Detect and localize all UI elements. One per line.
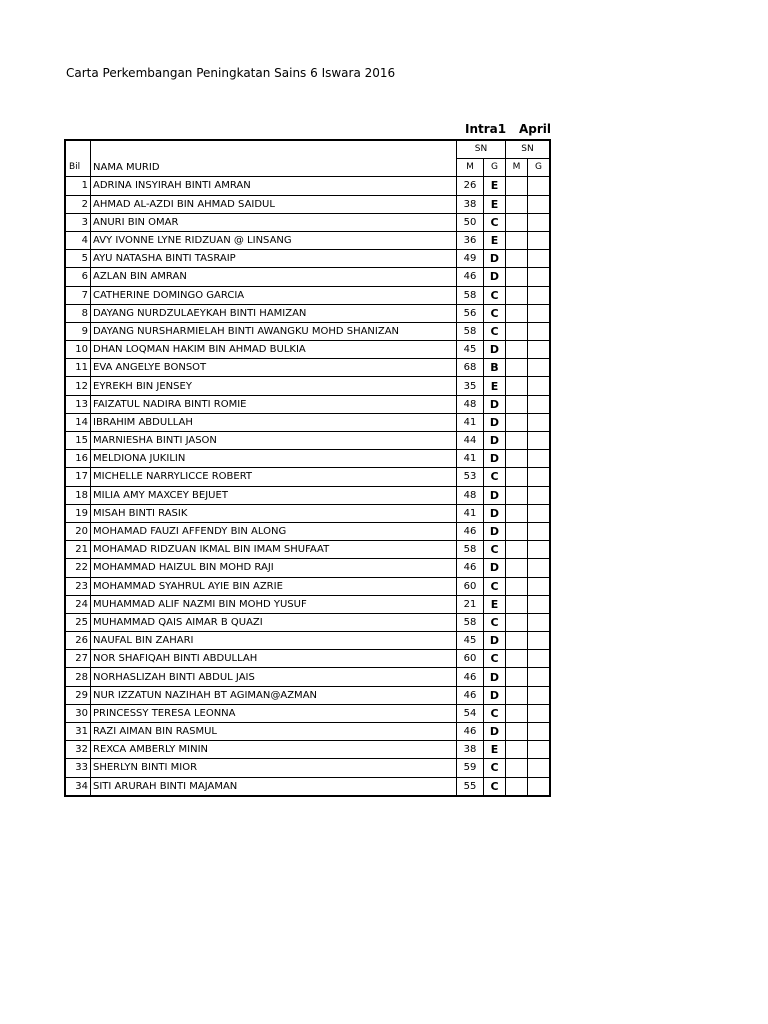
april-grade: [528, 541, 551, 559]
intra-mark: 58: [457, 286, 484, 304]
intra-mark: 36: [457, 231, 484, 249]
april-mark: [506, 541, 528, 559]
student-name: MOHAMMAD SYAHRUL AYIE BIN AZRIE: [91, 577, 457, 595]
april-mark: [506, 304, 528, 322]
april-grade: [528, 559, 551, 577]
april-mark: [506, 632, 528, 650]
student-name: ANURI BIN OMAR: [91, 213, 457, 231]
april-mark: [506, 286, 528, 304]
april-mark: [506, 704, 528, 722]
intra-mark: 38: [457, 741, 484, 759]
student-name: MOHAMMAD HAIZUL BIN MOHD RAJI: [91, 559, 457, 577]
student-name: ADRINA INSYIRAH BINTI AMRAN: [91, 177, 457, 195]
intra-mark: 48: [457, 395, 484, 413]
april-header-label: April: [519, 122, 552, 136]
row-number: 26: [65, 632, 91, 650]
intra-mark: 46: [457, 559, 484, 577]
row-number: 27: [65, 650, 91, 668]
intra-mark: 60: [457, 650, 484, 668]
april-grade: [528, 177, 551, 195]
intra-mark: 54: [457, 704, 484, 722]
row-number: 5: [65, 250, 91, 268]
table-row: [65, 704, 550, 722]
intra-grade: C: [484, 322, 506, 340]
april-grade: [528, 377, 551, 395]
table-row: [65, 522, 550, 540]
april-grade: [528, 741, 551, 759]
table-row: [65, 777, 550, 796]
row-number: 24: [65, 595, 91, 613]
intra-mark: 26: [457, 177, 484, 195]
student-name: AZLAN BIN AMRAN: [91, 268, 457, 286]
student-name: AHMAD AL-AZDI BIN AHMAD SAIDUL: [91, 195, 457, 213]
table-row: [65, 286, 550, 304]
row-number: 6: [65, 268, 91, 286]
intra-mark: 58: [457, 541, 484, 559]
table-row: [65, 632, 550, 650]
april-grade: [528, 686, 551, 704]
intra-grade: E: [484, 231, 506, 249]
april-grade: [528, 595, 551, 613]
intra-mark: 44: [457, 432, 484, 450]
table-row: [65, 213, 550, 231]
april-mark: [506, 450, 528, 468]
april-mark: [506, 322, 528, 340]
intra-mark: 41: [457, 413, 484, 431]
intra-mark: 53: [457, 468, 484, 486]
row-number: 17: [65, 468, 91, 486]
student-name: MUHAMMAD QAIS AIMAR B QUAZI: [91, 613, 457, 631]
intra-mark: 35: [457, 377, 484, 395]
intra-mark: 55: [457, 777, 484, 796]
intra-grade: D: [484, 668, 506, 686]
intra-mark: 68: [457, 359, 484, 377]
intra-mark: 48: [457, 486, 484, 504]
intra-grade: C: [484, 650, 506, 668]
intra-grade: C: [484, 213, 506, 231]
row-number: 2: [65, 195, 91, 213]
april-mark: [506, 377, 528, 395]
april-grade: [528, 450, 551, 468]
header-blank: [65, 140, 91, 159]
student-name: FAIZATUL NADIRA BINTI ROMIE: [91, 395, 457, 413]
table-row: [65, 377, 550, 395]
table-row: [65, 268, 550, 286]
row-number: 15: [65, 432, 91, 450]
intra-grade: D: [484, 486, 506, 504]
intra-mark: 49: [457, 250, 484, 268]
table-row: [65, 668, 550, 686]
april-grade: [528, 304, 551, 322]
april-grade: [528, 723, 551, 741]
table-row: [65, 741, 550, 759]
intra-mark: 46: [457, 723, 484, 741]
april-grade: [528, 522, 551, 540]
april-grade: [528, 395, 551, 413]
april-grade: [528, 341, 551, 359]
intra-mark: 58: [457, 613, 484, 631]
row-number: 23: [65, 577, 91, 595]
april-mark: [506, 741, 528, 759]
student-name: MISAH BINTI RASIK: [91, 504, 457, 522]
intra-mark: 46: [457, 522, 484, 540]
header-blank: [91, 140, 457, 159]
header-m-intra: M: [457, 159, 484, 177]
intra-grade: D: [484, 632, 506, 650]
april-mark: [506, 723, 528, 741]
row-number: 25: [65, 613, 91, 631]
april-mark: [506, 577, 528, 595]
student-name: IBRAHIM ABDULLAH: [91, 413, 457, 431]
row-number: 3: [65, 213, 91, 231]
april-grade: [528, 632, 551, 650]
intra-grade: E: [484, 195, 506, 213]
row-number: 22: [65, 559, 91, 577]
header-sn-april: SN: [506, 140, 551, 159]
april-mark: [506, 777, 528, 796]
intra-grade: D: [484, 413, 506, 431]
intra-grade: C: [484, 577, 506, 595]
student-name: RAZI AIMAN BIN RASMUL: [91, 723, 457, 741]
student-name: MICHELLE NARRYLICCE ROBERT: [91, 468, 457, 486]
student-name: EVA ANGELYE BONSOT: [91, 359, 457, 377]
row-number: 16: [65, 450, 91, 468]
table-row: [65, 322, 550, 340]
student-name: MILIA AMY MAXCEY BEJUET: [91, 486, 457, 504]
april-grade: [528, 195, 551, 213]
table-row: [65, 468, 550, 486]
april-grade: [528, 650, 551, 668]
row-number: 30: [65, 704, 91, 722]
april-grade: [528, 668, 551, 686]
row-number: 7: [65, 286, 91, 304]
april-grade: [528, 577, 551, 595]
april-mark: [506, 686, 528, 704]
header-m-april: M: [506, 159, 528, 177]
intra-mark: 58: [457, 322, 484, 340]
table-row: [65, 541, 550, 559]
table-row: [65, 450, 550, 468]
student-name: EYREKH BIN JENSEY: [91, 377, 457, 395]
table-row: [65, 613, 550, 631]
intra-mark: 21: [457, 595, 484, 613]
april-mark: [506, 177, 528, 195]
april-grade: [528, 268, 551, 286]
header-row-columns: [65, 159, 550, 177]
intra-grade: C: [484, 777, 506, 796]
table-row: [65, 595, 550, 613]
intra-header-label: Intra1: [465, 122, 507, 136]
intra-mark: 45: [457, 632, 484, 650]
intra-grade: D: [484, 268, 506, 286]
table-row: [65, 413, 550, 431]
student-name: DAYANG NURSHARMIELAH BINTI AWANGKU MOHD SHANIZAN: [91, 322, 457, 340]
intra-grade: C: [484, 304, 506, 322]
intra-grade: D: [484, 395, 506, 413]
row-number: 32: [65, 741, 91, 759]
page-title: Carta Perkembangan Peningkatan Sains 6 Iswara 2016: [66, 66, 396, 80]
table-row: [65, 304, 550, 322]
april-mark: [506, 504, 528, 522]
header-nama-murid: NAMA MURID: [91, 159, 457, 177]
row-number: 10: [65, 341, 91, 359]
row-number: 18: [65, 486, 91, 504]
april-mark: [506, 268, 528, 286]
header-g-intra: G: [484, 159, 506, 177]
april-mark: [506, 432, 528, 450]
april-grade: [528, 322, 551, 340]
intra-grade: D: [484, 432, 506, 450]
intra-mark: 50: [457, 213, 484, 231]
table-row: [65, 395, 550, 413]
student-name: NOR SHAFIQAH BINTI ABDULLAH: [91, 650, 457, 668]
intra-mark: 56: [457, 304, 484, 322]
intra-grade: D: [484, 450, 506, 468]
student-name: MELDIONA JUKILIN: [91, 450, 457, 468]
intra-grade: D: [484, 686, 506, 704]
student-name: REXCA AMBERLY MININ: [91, 741, 457, 759]
april-grade: [528, 413, 551, 431]
row-number: 21: [65, 541, 91, 559]
intra-grade: D: [484, 341, 506, 359]
row-number: 29: [65, 686, 91, 704]
student-name: PRINCESSY TERESA LEONNA: [91, 704, 457, 722]
intra-grade: D: [484, 723, 506, 741]
intra-grade: E: [484, 177, 506, 195]
row-number: 34: [65, 777, 91, 796]
april-grade: [528, 704, 551, 722]
intra-grade: C: [484, 759, 506, 777]
april-grade: [528, 759, 551, 777]
table-row: [65, 359, 550, 377]
intra-grade: C: [484, 613, 506, 631]
april-grade: [528, 613, 551, 631]
table-row: [65, 250, 550, 268]
table-row: [65, 759, 550, 777]
row-number: 13: [65, 395, 91, 413]
intra-grade: D: [484, 250, 506, 268]
intra-mark: 38: [457, 195, 484, 213]
student-name: AVY IVONNE LYNE RIDZUAN @ LINSANG: [91, 231, 457, 249]
table-row: [65, 686, 550, 704]
row-number: 14: [65, 413, 91, 431]
row-number: 9: [65, 322, 91, 340]
table-row: [65, 650, 550, 668]
intra-mark: 46: [457, 686, 484, 704]
intra-mark: 41: [457, 504, 484, 522]
table-row: [65, 177, 550, 195]
intra-mark: 46: [457, 668, 484, 686]
table-row: [65, 504, 550, 522]
april-grade: [528, 432, 551, 450]
table-row: [65, 341, 550, 359]
april-grade: [528, 504, 551, 522]
row-number: 31: [65, 723, 91, 741]
student-name: NUR IZZATUN NAZIHAH BT AGIMAN@AZMAN: [91, 686, 457, 704]
row-number: 11: [65, 359, 91, 377]
header-sn-intra: SN: [457, 140, 506, 159]
intra-grade: D: [484, 559, 506, 577]
student-name: MOHAMAD RIDZUAN IKMAL BIN IMAM SHUFAAT: [91, 541, 457, 559]
april-grade: [528, 359, 551, 377]
intra-grade: D: [484, 522, 506, 540]
student-name: CATHERINE DOMINGO GARCIA: [91, 286, 457, 304]
student-name: SHERLYN BINTI MIOR: [91, 759, 457, 777]
april-mark: [506, 468, 528, 486]
april-mark: [506, 195, 528, 213]
intra-mark: 41: [457, 450, 484, 468]
row-number: 28: [65, 668, 91, 686]
row-number: 4: [65, 231, 91, 249]
intra-mark: 45: [457, 341, 484, 359]
april-mark: [506, 613, 528, 631]
table-row: [65, 723, 550, 741]
row-number: 8: [65, 304, 91, 322]
table-row: [65, 577, 550, 595]
april-mark: [506, 231, 528, 249]
header-bil: Bil: [65, 159, 91, 177]
header-row-sn: [65, 140, 550, 159]
april-mark: [506, 486, 528, 504]
april-grade: [528, 250, 551, 268]
header-g-april: G: [528, 159, 551, 177]
april-grade: [528, 486, 551, 504]
april-mark: [506, 250, 528, 268]
student-table: [64, 139, 551, 797]
april-grade: [528, 286, 551, 304]
student-name: SITI ARURAH BINTI MAJAMAN: [91, 777, 457, 796]
table-row: [65, 195, 550, 213]
intra-grade: B: [484, 359, 506, 377]
student-name: NAUFAL BIN ZAHARI: [91, 632, 457, 650]
april-grade: [528, 213, 551, 231]
intra-grade: E: [484, 741, 506, 759]
row-number: 20: [65, 522, 91, 540]
table-row: [65, 559, 550, 577]
intra-grade: E: [484, 595, 506, 613]
april-grade: [528, 231, 551, 249]
april-mark: [506, 522, 528, 540]
intra-mark: 60: [457, 577, 484, 595]
april-mark: [506, 650, 528, 668]
student-name: DAYANG NURDZULAEYKAH BINTI HAMIZAN: [91, 304, 457, 322]
intra-grade: C: [484, 286, 506, 304]
april-mark: [506, 359, 528, 377]
intra-grade: E: [484, 377, 506, 395]
april-mark: [506, 595, 528, 613]
april-mark: [506, 413, 528, 431]
april-mark: [506, 213, 528, 231]
row-number: 33: [65, 759, 91, 777]
student-name: MOHAMAD FAUZI AFFENDY BIN ALONG: [91, 522, 457, 540]
april-grade: [528, 777, 551, 796]
intra-mark: 46: [457, 268, 484, 286]
row-number: 12: [65, 377, 91, 395]
april-mark: [506, 341, 528, 359]
student-name: AYU NATASHA BINTI TASRAIP: [91, 250, 457, 268]
intra-grade: D: [484, 504, 506, 522]
student-name: DHAN LOQMAN HAKIM BIN AHMAD BULKIA: [91, 341, 457, 359]
table-row: [65, 231, 550, 249]
intra-grade: C: [484, 468, 506, 486]
april-mark: [506, 668, 528, 686]
row-number: 1: [65, 177, 91, 195]
student-name: MUHAMMAD ALIF NAZMI BIN MOHD YUSUF: [91, 595, 457, 613]
intra-grade: C: [484, 541, 506, 559]
row-number: 19: [65, 504, 91, 522]
intra-grade: C: [484, 704, 506, 722]
table-row: [65, 486, 550, 504]
april-grade: [528, 468, 551, 486]
student-name: NORHASLIZAH BINTI ABDUL JAIS: [91, 668, 457, 686]
april-mark: [506, 395, 528, 413]
table-row: [65, 432, 550, 450]
april-mark: [506, 759, 528, 777]
april-mark: [506, 559, 528, 577]
intra-mark: 59: [457, 759, 484, 777]
student-name: MARNIESHA BINTI JASON: [91, 432, 457, 450]
